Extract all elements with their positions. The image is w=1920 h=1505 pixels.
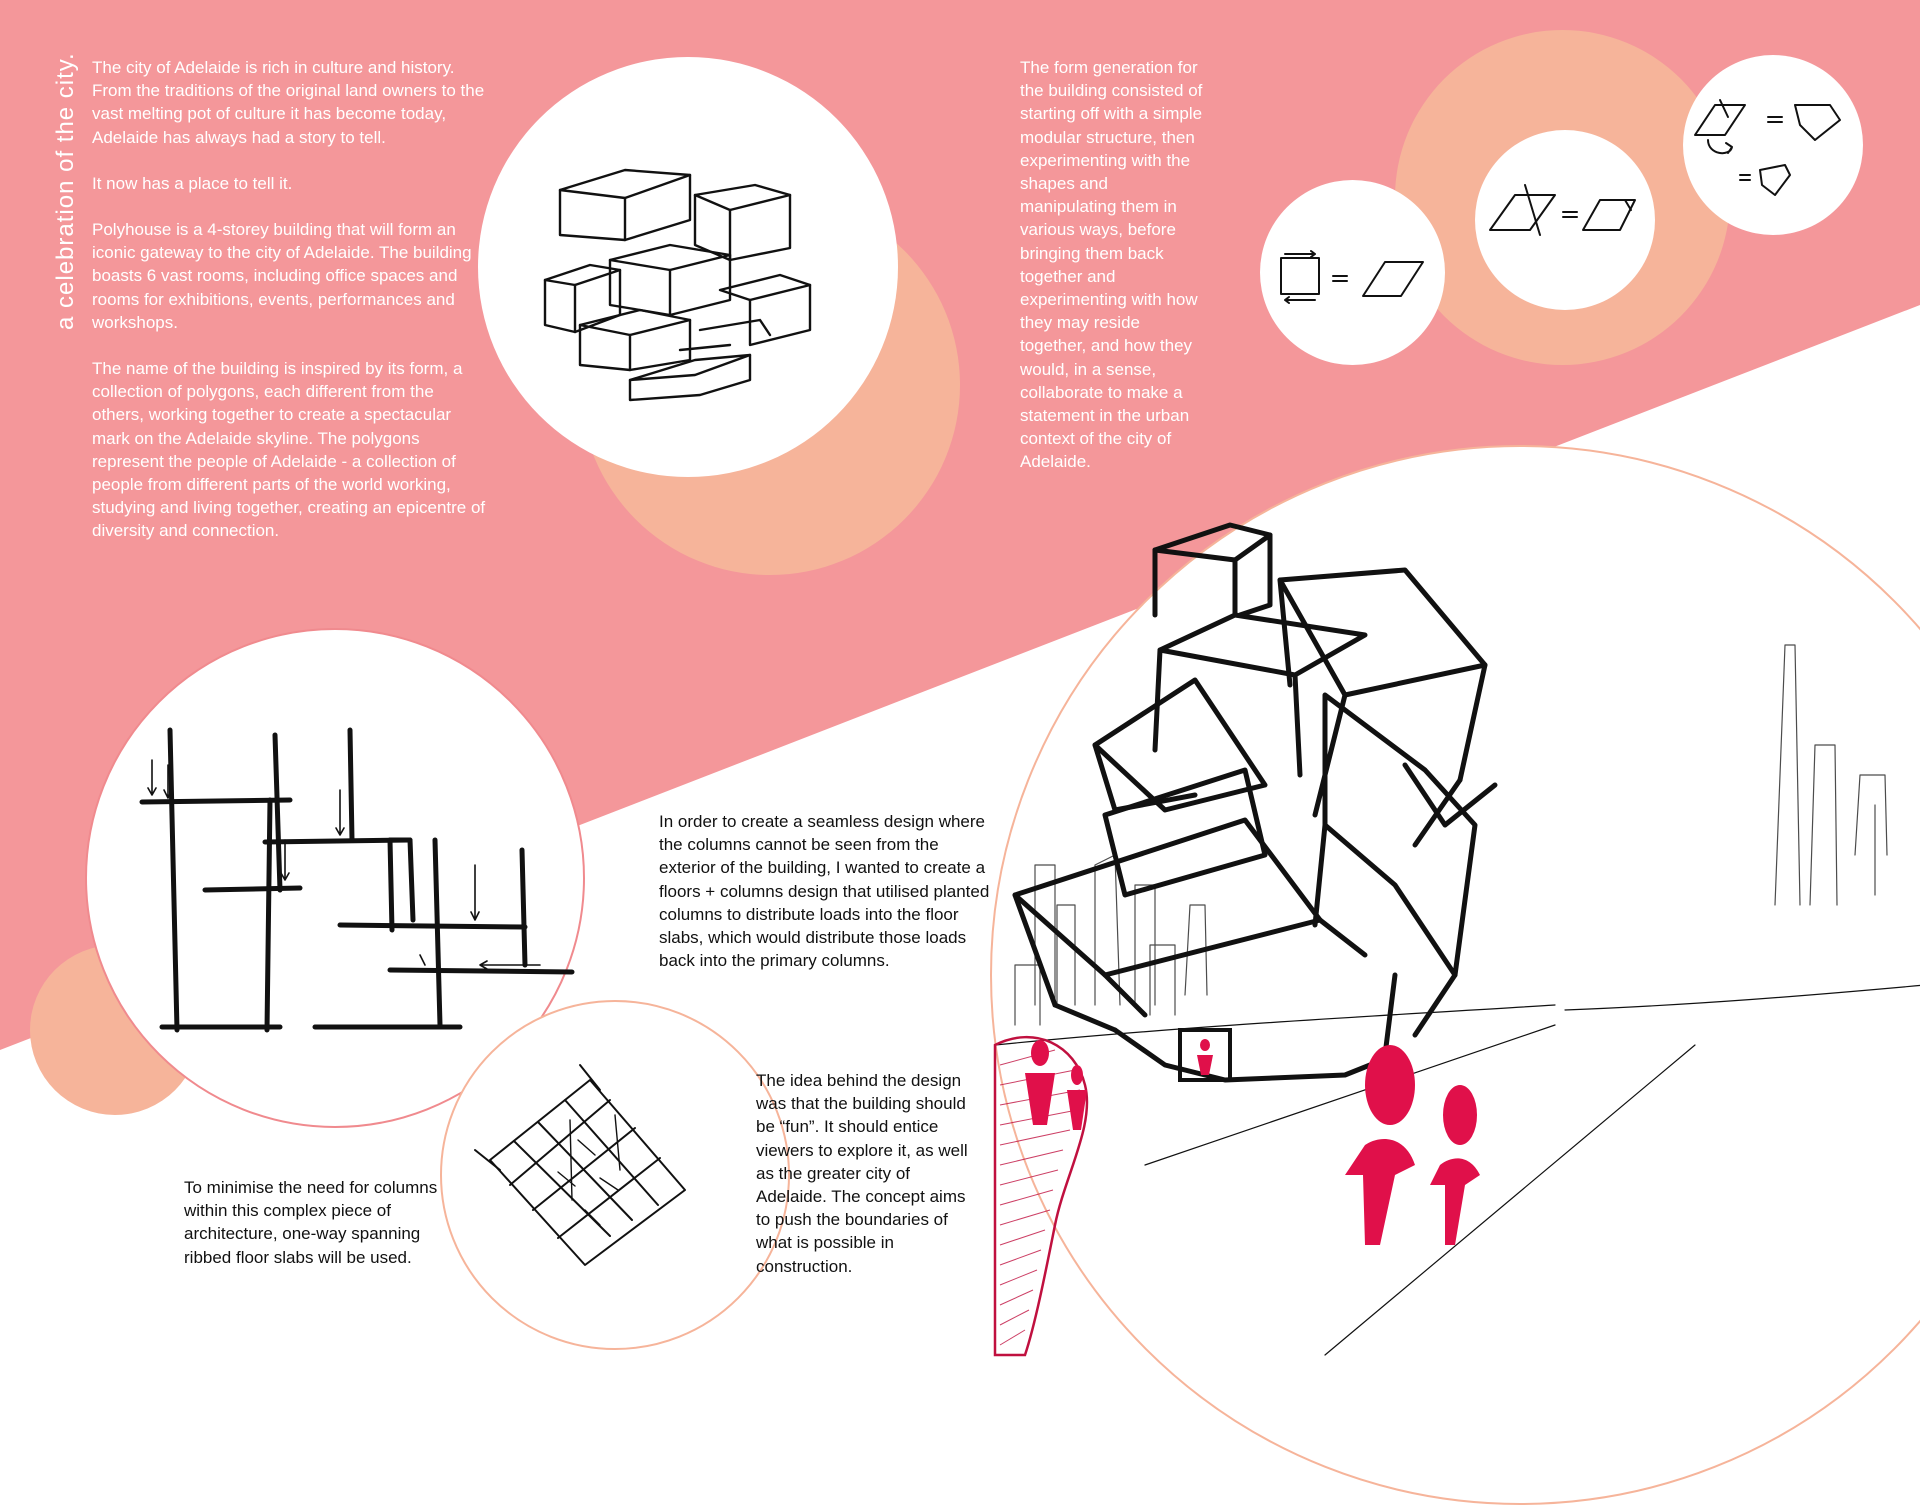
form-step-3-sketch [1690, 95, 1850, 205]
intro-paragraph: The city of Adelaide is rich in culture and history. From the traditions of the original land owners to the vast melting pot of culture it has become today, Adelaide has always had a story to tell. [92, 58, 485, 147]
form-step-1-sketch [1275, 250, 1435, 310]
intro-paragraph: The name of the building is inspired by its form, a collection of polygons, each different from the others, working together to create a spectacular mark on the Adelaide skyline. The polygons represent the people of Adelaide - a collection of people from different parts of the world working, studying and living together, creating an epicentre of diversity and connection. [92, 359, 486, 541]
columns-text: In order to create a seamless design where the columns cannot be seen from the exterior of the building, I wanted to create a floors + columns design that utilised planted columns to distribute loads into the floor slabs, which would distribute those loads back into the primary columns. [659, 812, 990, 971]
form-generation-text: The form generation for the building consisted of starting off with a simple modular structure, then experimenting with the shapes and manipulating them in various ways, before bringing them back together and experimenting with how they may reside together, and how they would, in a sense, collaborate to make a statement in the urban context of the city of Adelaide. [1020, 58, 1203, 472]
fun-text: The idea behind the design was that the building should be “fun”. It should entice viewers to explore it, as well as the greater city of Adelaide. The concept aims to push the boundaries of what is possible in construction. [756, 1071, 968, 1276]
columns-diagram [130, 720, 590, 1040]
ribbed-slab-diagram [470, 1060, 710, 1270]
intro-paragraph: It now has a place to tell it. [92, 173, 293, 193]
intro-text [92, 56, 487, 543]
perspective-sketch [995, 525, 1920, 1355]
people-figures [1025, 1039, 1480, 1245]
stacked-boxes-sketch [530, 150, 850, 410]
slabs-text: To minimise the need for columns within this complex piece of architecture, one-way spanning ribbed floor slabs will be used. [184, 1178, 438, 1267]
intro-paragraph: Polyhouse is a 4-storey building that will form an iconic gateway to the city of Adelaide. The building boasts 6 vast rooms, including office spaces and rooms for exhibitions, events, performances and workshops. [92, 220, 472, 332]
vertical-title: a celebration of the city. [52, 52, 79, 330]
form-step-2-sketch [1485, 180, 1645, 240]
